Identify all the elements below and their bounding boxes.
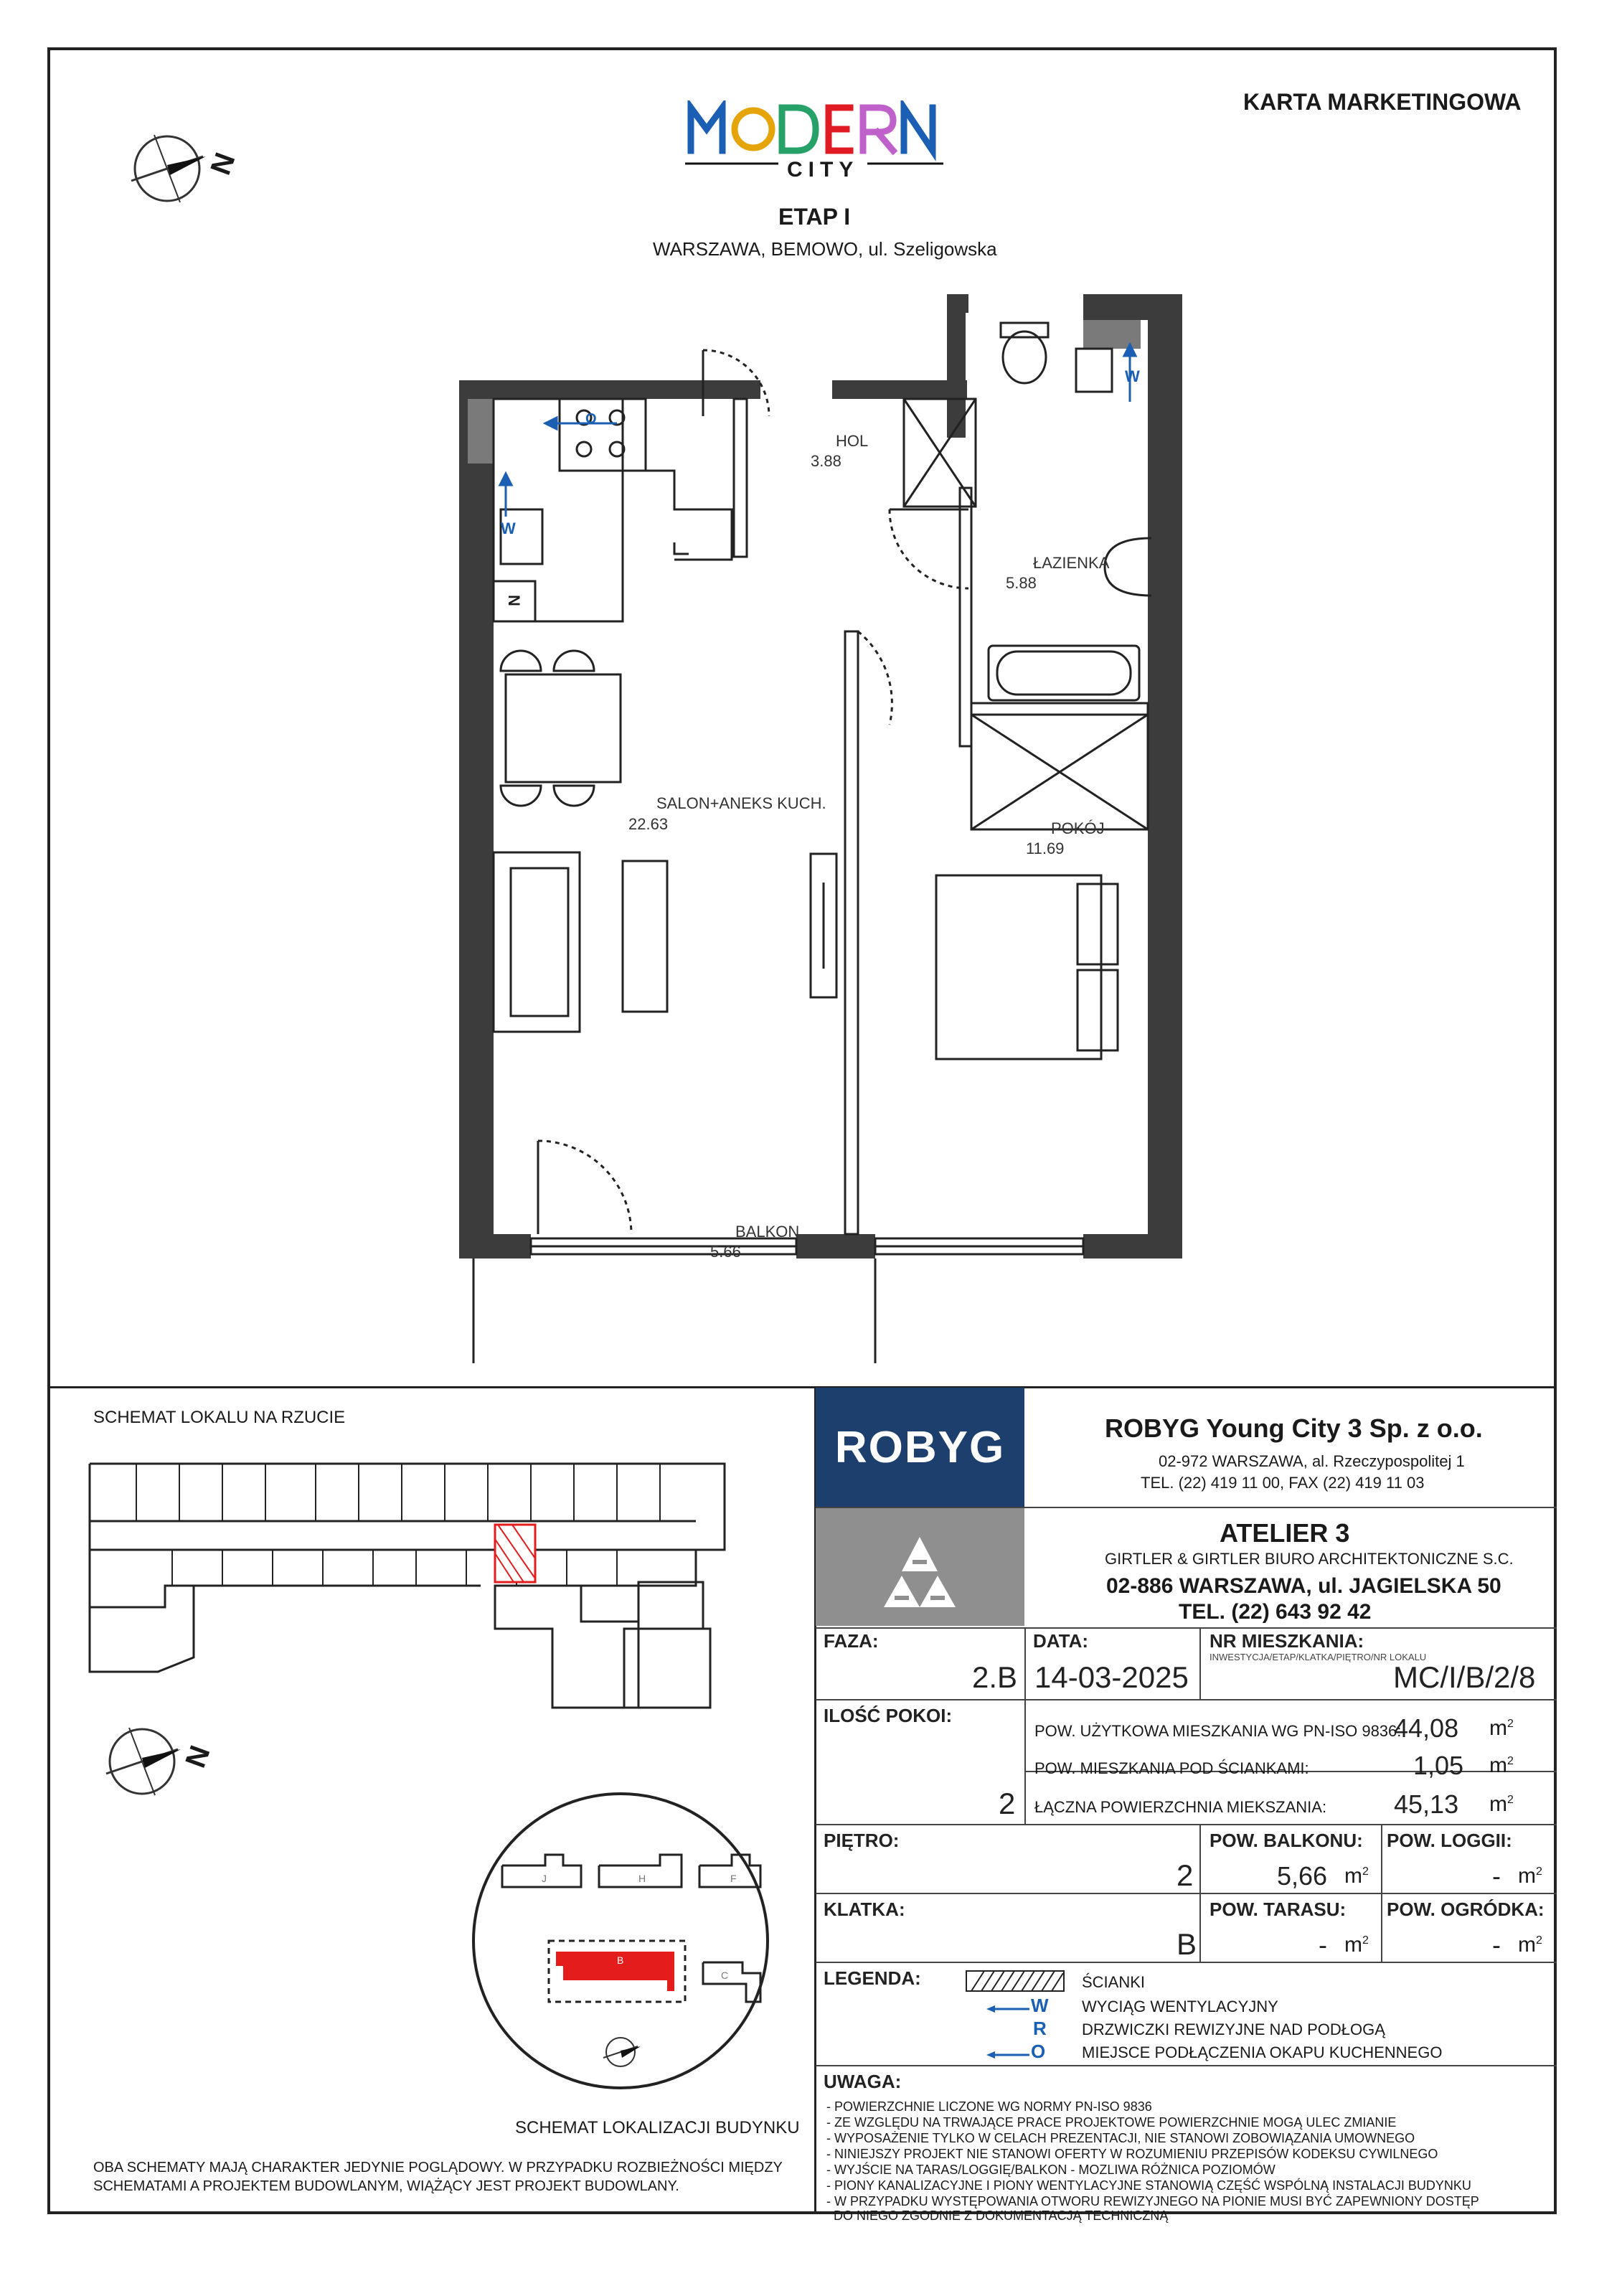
logo-city-text: CITY xyxy=(778,158,867,182)
legend-arrow-o-icon xyxy=(986,2049,1029,2056)
note-item: DO NIEGO ZGODNIE Z DOKUMENTACJĄ TECHNICZNĄ xyxy=(826,2208,1169,2223)
pietro-value: 2 xyxy=(1177,1858,1194,1892)
klatka-label: KLATKA: xyxy=(824,1899,905,1920)
floor-scheme-title: SCHEMAT LOKALU NA RZUCIE xyxy=(93,1408,346,1427)
building-scheme-title: SCHEMAT LOKALIZACJI BUDYNKU xyxy=(515,2118,800,2137)
data-label: DATA: xyxy=(1033,1630,1089,1652)
grid-line-1 xyxy=(816,1627,1557,1629)
nr-label: NR MIESZKANIA: xyxy=(1210,1630,1364,1652)
note-item: - ZE WZGLĘDU NA TRWAJĄCE PRACE PROJEKTOWE POWIERZCHNIE MOGĄ ULEC ZMIANIE xyxy=(826,2115,1397,2130)
modern-city-logo xyxy=(685,100,943,182)
area-total-unit: $m^2$ xyxy=(1489,1792,1514,1816)
architect-firm: GIRTLER & GIRTLER BIURO ARCHITEKTONICZNE S.C. xyxy=(1105,1550,1514,1568)
grid-line-2 xyxy=(816,1699,1557,1700)
room-hol-name: HOL xyxy=(836,432,869,450)
building-scheme-diagram xyxy=(466,1787,775,2095)
marker-n: N xyxy=(504,595,523,606)
grid-col-1 xyxy=(1024,1627,1026,1824)
pokoje-value: 2 xyxy=(999,1787,1016,1820)
room-lazienka-area: 5.88 xyxy=(1006,574,1037,592)
legend-item-3-text: MIEJSCE PODŁĄCZENIA OKAPU KUCHENNEGO xyxy=(1082,2043,1443,2061)
building-letter-b: B xyxy=(617,1954,624,1966)
building-letter-h: H xyxy=(638,1873,646,1884)
taras-label: POW. TARASU: xyxy=(1210,1899,1347,1920)
balkon-label: POW. BALKONU: xyxy=(1210,1830,1363,1851)
room-salon-area: 22.63 xyxy=(628,815,669,833)
scheme-disclaimer-2: SCHEMATAMI A PROJEKTEM BUDOWLANYM, WIĄŻĄCY JEST PROJEKT BUDOWLANY. xyxy=(93,2178,679,2194)
card-title: KARTA MARKETINGOWA xyxy=(1243,89,1522,115)
note-item: - WYJŚCIE NA TARAS/LOGGIĘ/BALKON - MOZLIWA RÓŻNICA POZIOMÓW xyxy=(826,2163,1276,2177)
legend-item-2-symbol: R xyxy=(1033,2018,1047,2039)
area-usable-label: POW. UŻYTKOWA MIESZKANIA WG PN-ISO 9836: xyxy=(1034,1722,1402,1740)
loggia-label: POW. LOGGII: xyxy=(1387,1830,1512,1851)
legend-item-1-symbol: W xyxy=(1031,1995,1049,2016)
area-walls-value: 1,05 xyxy=(1413,1751,1464,1780)
north-label: N xyxy=(204,149,242,179)
pietro-label: PIĘTRO: xyxy=(824,1830,900,1851)
north-arrow-icon xyxy=(126,129,247,208)
floor-scheme-diagram xyxy=(79,1442,760,1729)
taras-unit: $m^2$ xyxy=(1344,1933,1369,1957)
grid-line-5 xyxy=(816,1962,1557,1963)
note-item: - PIONY KANALIZACYJNE I PIONY WENTYLACYJNE STANOWIĄ CZĘŚĆ WSPÓLNĄ INSTALACJI BUDYNKU xyxy=(826,2178,1471,2193)
nr-value: MC/I/B/2/8 xyxy=(1393,1660,1536,1694)
scheme-disclaimer-1: OBA SCHEMATY MAJĄ CHARAKTER JEDYNIE POGLĄDOWY. W PRZYPADKU ROZBIEŻNOŚCI MIĘDZY xyxy=(93,2160,783,2175)
section-divider xyxy=(47,1386,1557,1388)
floor-plan xyxy=(445,273,1191,1363)
architect-name: ATELIER 3 xyxy=(1220,1518,1350,1548)
stage-title: ETAP I xyxy=(778,204,851,230)
loggia-unit: $m^2$ xyxy=(1518,1864,1542,1888)
room-lazienka-name: ŁAZIENKA xyxy=(1033,554,1110,572)
grid-line-6 xyxy=(816,2065,1557,2066)
area-walls-unit: $m^2$ xyxy=(1489,1754,1514,1777)
company-name: ROBYG Young City 3 Sp. z o.o. xyxy=(1105,1413,1483,1443)
nr-sub: INWESTYCJA/ETAP/KLATKA/PIĘTRO/NR LOKALU xyxy=(1210,1652,1427,1662)
legend-item-2-text: DRZWICZKI REWIZYJNE NAD PODŁOGĄ xyxy=(1082,2020,1385,2038)
area-total-label: ŁĄCZNA POWIERZCHNIA MIEKSZANIA: xyxy=(1034,1798,1327,1816)
faza-label: FAZA: xyxy=(824,1630,879,1652)
notes-title: UWAGA: xyxy=(824,2071,902,2092)
legend-item-1-text: WYCIĄG WENTYLACYJNY xyxy=(1082,1998,1278,2015)
taras-value: - xyxy=(1319,1930,1327,1959)
project-address: WARSZAWA, BEMOWO, ul. Szeligowska xyxy=(653,238,997,260)
grid-col-2 xyxy=(1199,1627,1201,1699)
note-item: - NINIEJSZY PROJEKT NIE STANOWI OFERTY W ROZUMIENIU PRZEPISÓW KODEKSU CYWILNEGO xyxy=(826,2147,1438,2161)
ogrodek-value: - xyxy=(1492,1930,1501,1959)
legend-title: LEGENDA: xyxy=(824,1967,921,1989)
loggia-value: - xyxy=(1492,1861,1501,1891)
room-salon-name: SALON+ANEKS KUCH. xyxy=(656,794,826,812)
legend-arrow-w-icon xyxy=(986,2003,1029,2010)
room-balkon-name: BALKON xyxy=(735,1223,800,1241)
marker-o: O xyxy=(585,411,597,427)
note-item: - POWIERZCHNIE LICZONE WG NORMY PN-ISO 9836 xyxy=(826,2099,1152,2114)
room-pokoj-area: 11.69 xyxy=(1026,839,1065,857)
data-value: 14-03-2025 xyxy=(1034,1660,1189,1694)
grid-line-3 xyxy=(816,1824,1557,1825)
building-letter-f: F xyxy=(730,1873,737,1884)
building-letter-c: C xyxy=(721,1970,729,1981)
legend-item-0-text: ŚCIANKI xyxy=(1082,1973,1146,1991)
legend-item-3-symbol: O xyxy=(1031,2041,1046,2062)
grid-col-4 xyxy=(1381,1824,1382,1962)
pokoje-label: ILOŚĆ POKOI: xyxy=(824,1705,953,1726)
room-pokoj-name: POKÓJ xyxy=(1051,819,1105,837)
note-item: - W PRZYPADKU WYSTĘPOWANIA OTWORU REWIZYJNEGO NA PIONIE MUSI BYĆ ZAPEWNIONY DOSTĘP xyxy=(826,2194,1479,2208)
grid-col-3 xyxy=(1199,1824,1201,1962)
ogrodek-label: POW. OGRÓDKA: xyxy=(1387,1899,1545,1920)
klatka-value: B xyxy=(1177,1927,1197,1961)
room-hol-area: 3.88 xyxy=(811,452,841,470)
area-total-value: 45,13 xyxy=(1394,1789,1459,1819)
room-balkon-area: 5.66 xyxy=(710,1243,741,1261)
company-divider xyxy=(816,1507,1557,1508)
architect-phone: TEL. (22) 643 92 42 xyxy=(1179,1600,1372,1624)
grid-line-4 xyxy=(816,1893,1557,1894)
building-letter-j: J xyxy=(542,1873,547,1884)
robyg-logo: ROBYG xyxy=(816,1388,1024,1507)
company-phone: TEL. (22) 419 11 00, FAX (22) 419 11 03 xyxy=(1141,1474,1425,1492)
area-walls-label: POW. MIESZKANIA POD ŚCIANKAMI: xyxy=(1034,1759,1309,1777)
marker-w-bath: W xyxy=(1125,367,1140,385)
architect-address: 02-886 WARSZAWA, ul. JAGIELSKA 50 xyxy=(1106,1574,1501,1598)
ogrodek-unit: $m^2$ xyxy=(1518,1933,1542,1957)
company-address: 02-972 WARSZAWA, al. Rzeczypospolitej 1 xyxy=(1159,1452,1465,1470)
area-usable-value: 44,08 xyxy=(1394,1713,1459,1743)
north-label-lower: N xyxy=(179,1741,217,1772)
legend-wall-swatch xyxy=(966,1970,1065,1992)
balkon-value: 5,66 xyxy=(1277,1861,1328,1891)
atelier-logo xyxy=(816,1507,1024,1626)
faza-value: 2.B xyxy=(972,1660,1018,1694)
area-usable-unit: $m^2$ xyxy=(1489,1716,1514,1740)
marker-w-kitchen: W xyxy=(501,519,516,537)
balkon-unit: $m^2$ xyxy=(1344,1864,1369,1888)
north-arrow-lower-icon xyxy=(100,1722,222,1801)
note-item: - WYPOSAŻENIE TYLKO W CELACH PREZENTACJI, NIE STANOWI ZOBOWIĄZANIA UMOWNEGO xyxy=(826,2131,1415,2145)
